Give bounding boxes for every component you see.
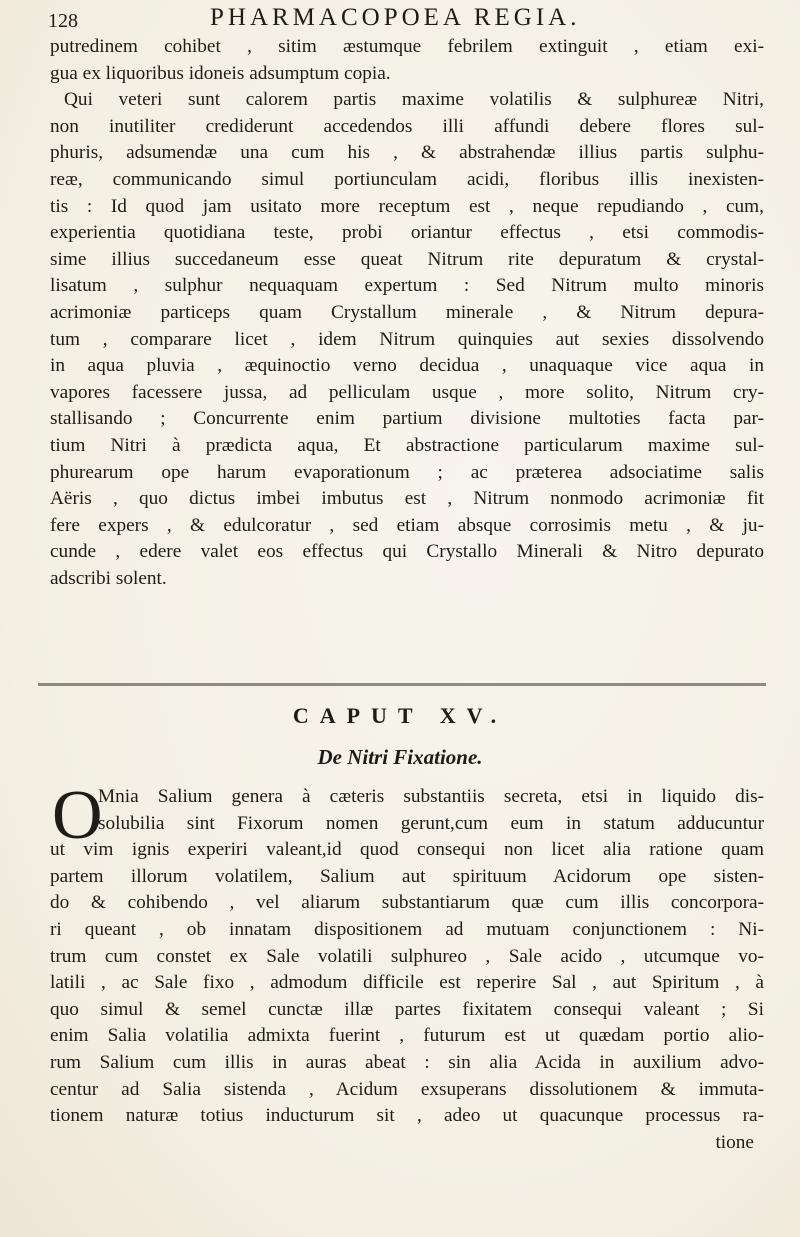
text-line: putredinem cohibet , sitim æstumque febrilem extinguit , etiam exi-: [50, 36, 764, 57]
text-line: centur ad Salia sistenda , Acidum exsuperans dissolutionem & immuta-: [50, 1078, 764, 1100]
text-line: ut vim ignis experiri valeant,id quod consequi non licet alia ratione quam: [50, 839, 764, 861]
section-divider: [38, 683, 766, 686]
text-line: Mnia Salium genera à cæteris substantiis secreta, etsi in liquido dis-: [98, 786, 764, 807]
text-line: ri queant , ob innatam dispositionem ad mutuam conjunctionem : Ni-: [50, 918, 764, 940]
catchword: tione: [715, 1131, 754, 1153]
text-line: vapores facessere jussa, ad pelliculam usque , more solito, Nitrum cry-: [50, 381, 764, 403]
running-title: PHARMACOPOEA REGIA.: [210, 4, 581, 31]
text-line: trum cum constet ex Sale volatili sulphureo , Sale acido , utcumque vo-: [50, 945, 764, 967]
text-line: tionem naturæ totius inducturum sit , adeo ut quacunque processus ra-: [50, 1105, 764, 1127]
text-line: non inutiliter crediderunt accedendos illi affundi debere flores sul-: [50, 115, 764, 137]
text-line: solubilia sint Fixorum nomen gerunt,cum eum in statum adducuntur: [98, 812, 764, 834]
text-line: reæ, communicando simul portiunculam acidi, floribus illis inexisten-: [50, 168, 764, 190]
text-line: gua ex liquoribus idoneis adsumptum copia.: [50, 62, 391, 84]
chapter-heading: CAPUT XV.: [292, 703, 508, 728]
text-line: lisatum , sulphur nequaquam expertum : Sed Nitrum multo minoris: [50, 275, 764, 297]
text-line: fere expers , & edulcoratur , sed etiam absque corrosimis metu , & ju-: [50, 514, 764, 536]
paragraph-nitri-depuratio: [50, 34, 764, 592]
text-line: rum Salium cum illis in auras abeat : sin alia Acida in auxilium advo-: [50, 1051, 764, 1073]
drop-cap: O: [52, 777, 103, 854]
text-line: enim Salia volatilia admixta fuerint , futurum est ut quædam portio alio-: [50, 1025, 764, 1047]
paragraph-de-nitri-fixatione: [50, 777, 764, 1156]
text-line: do & cohibendo , vel aliarum substantiarum quæ cum illis concorpora-: [50, 892, 764, 914]
text-line: acrimoniæ particeps quam Crystallum minerale , & Nitrum depura-: [50, 301, 764, 323]
page-number: 128: [48, 10, 78, 32]
text-line: Aëris , quo dictus imbei imbutus est , Nitrum nonmodo acrimoniæ fit: [50, 488, 764, 510]
text-line: tium Nitri à prædicta aqua, Et abstractione particularum maxime sul-: [50, 434, 764, 456]
chapter-subtitle: De Nitri Fixatione.: [317, 745, 483, 769]
text-line: adscribi solent.: [50, 567, 167, 589]
text-line: phuris, adsumendæ una cum his , & abstrahendæ illius partis sulphu-: [50, 142, 764, 164]
text-line: partem illorum volatilem, Salium aut spirituum Acidorum ope sisten-: [50, 865, 764, 887]
text-line: latili , ac Sale fixo , admodum difficile est reperire Sal , aut Spiritum , à: [50, 972, 764, 994]
text-line: phurearum ope harum evaporationum ; ac præterea adsociatime salis: [50, 461, 764, 483]
text-line: Qui veteri sunt calorem partis maxime volatilis & sulphureæ Nitri,: [64, 89, 764, 111]
text-line: sime illius succedaneum esse queat Nitrum rite depuratum & crystal-: [50, 248, 764, 270]
text-line: quo simul & semel cunctæ illæ partes fixitatem consequi valeant ; Si: [50, 998, 764, 1020]
text-line: in aqua pluvia , æquinoctio verno decidua , unaquaque vice aqua in: [50, 355, 764, 377]
text-line: experientia quotidiana teste, probi oriantur effectus , etsi commodis-: [50, 222, 764, 244]
text-line: cunde , edere valet eos effectus qui Crystallo Minerali & Nitro depurato: [50, 541, 764, 563]
text-line: tum , comparare licet , idem Nitrum quinquies aut sexies dissolvendo: [50, 328, 764, 350]
text-line: stallisando ; Concurrente enim partium divisione multoties facta par-: [50, 408, 764, 430]
text-line: tis : Id quod jam usitato more receptum est , neque repudiando , cum,: [50, 195, 764, 217]
